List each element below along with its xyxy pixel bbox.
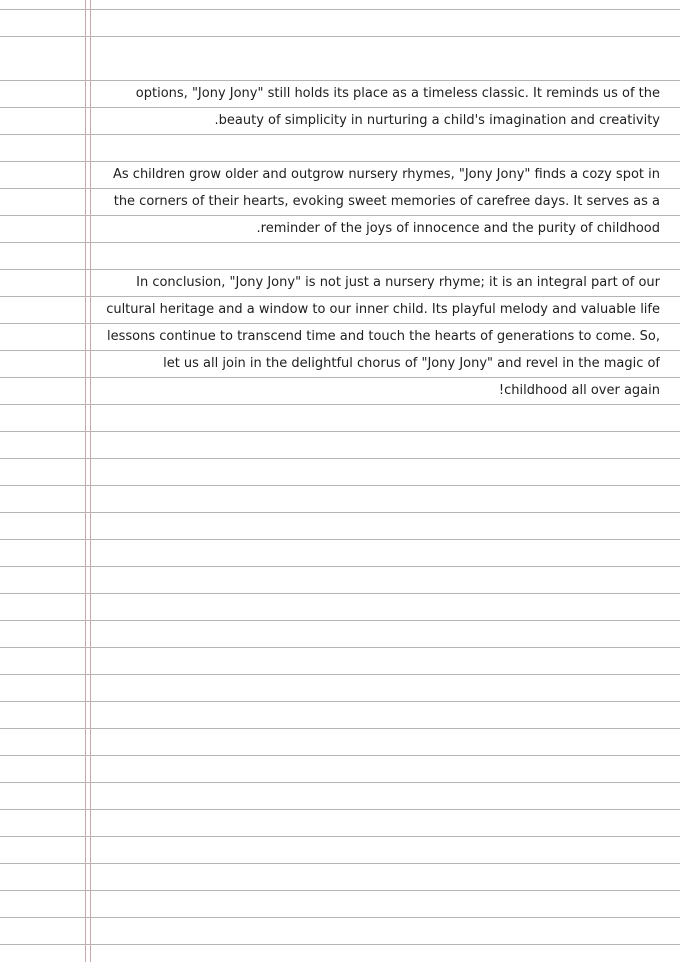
margin-rule-left	[85, 0, 86, 962]
text-line: .reminder of the joys of innocence and the purity of childhood	[256, 221, 660, 236]
text-line: let us all join in the delightful chorus of "Jony Jony" and revel in the magic of	[163, 356, 660, 371]
text-line: options, "Jony Jony" still holds its place as a timeless classic. It reminds us of the	[135, 86, 660, 101]
paragraph-3	[100, 269, 660, 404]
text-line: .beauty of simplicity in nurturing a child's imagination and creativity	[214, 113, 660, 128]
text-line: !childhood all over again	[498, 383, 660, 398]
margin-rule-right	[90, 0, 91, 962]
text-line: the corners of their hearts, evoking sweet memories of carefree days. It serves as a	[113, 194, 660, 209]
text-line: lessons continue to transcend time and touch the hearts of generations to come. So,	[106, 329, 660, 344]
text-line: As children grow older and outgrow nursery rhymes, "Jony Jony" finds a cozy spot in	[113, 167, 660, 182]
paragraph-2	[100, 161, 660, 242]
text-line: cultural heritage and a window to our inner child. Its playful melody and valuable life	[106, 302, 660, 317]
text-line: In conclusion, "Jony Jony" is not just a nursery rhyme; it is an integral part of our	[136, 275, 660, 290]
paragraph-1	[100, 80, 660, 134]
